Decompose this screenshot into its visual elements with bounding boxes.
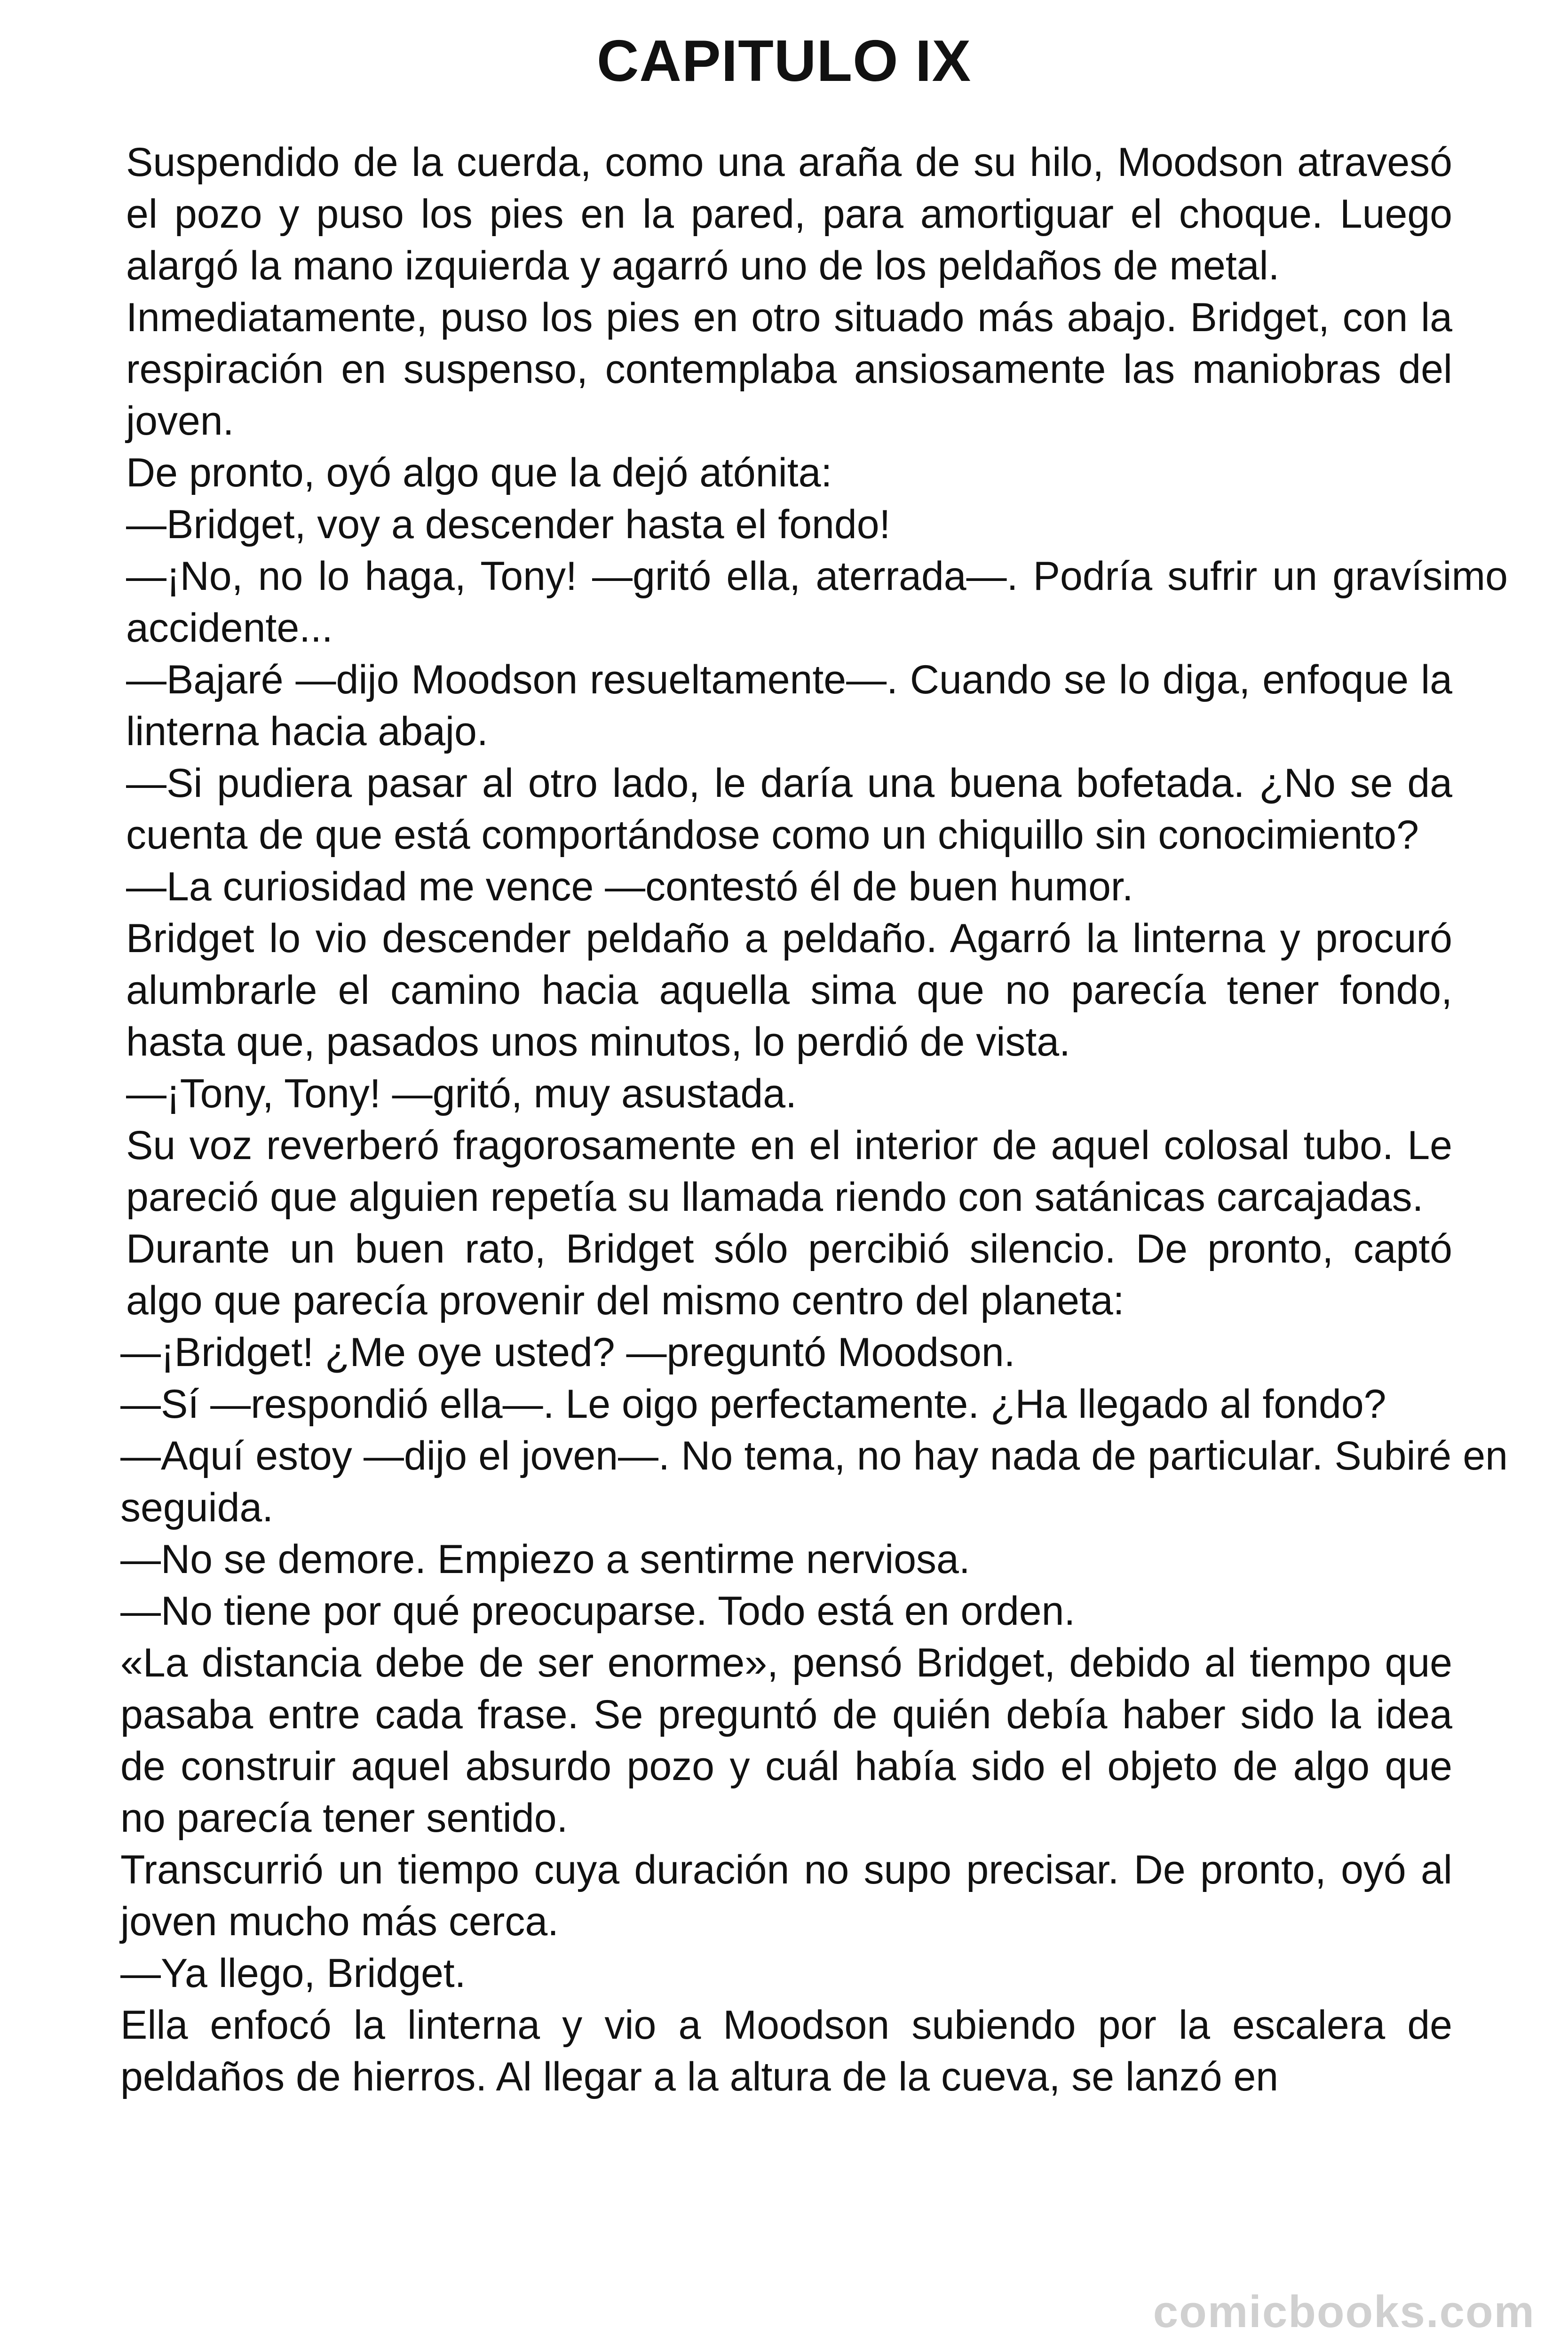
paragraph: —La curiosidad me vence —contestó él de buen humor. — [126, 864, 1133, 909]
paragraph: Transcurrió un tiempo cuya duración no supo precisar. De pronto, oyó al joven mucho más cerca. — [120, 1847, 1452, 1944]
paragraph: —¡Bridget! ¿Me oye usted? —preguntó Moodson. — [120, 1330, 1015, 1375]
chapter-body — [120, 136, 1508, 2103]
paragraph: Bridget lo vio descender peldaño a peldaño. Agarró la linterna y procuró alumbrarle el camino hacia aquella sima que no parecía tener fondo, hasta que, pasados unos minutos, lo perdió de vista. — [126, 916, 1452, 1065]
paragraph: Su voz reverberó fragorosamente en el interior de aquel colosal tubo. Le pareció que alguien repetía su llamada riendo con satánicas carcajadas. — [126, 1123, 1452, 1220]
paragraph: —Aquí estoy —dijo el joven—. No tema, no hay nada de particular. Subiré en seguida. — [120, 1433, 1508, 1530]
paragraph: —No se demore. Empiezo a sentirme nerviosa. — [120, 1537, 970, 1582]
paragraph: —Bridget, voy a descender hasta el fondo! — [126, 502, 891, 547]
paragraph: —Bajaré —dijo Moodson resueltamente—. Cuando se lo diga, enfoque la linterna hacia abajo. — [126, 657, 1452, 754]
paragraph: Durante un buen rato, Bridget sólo percibió silencio. De pronto, captó algo que parecía provenir del mismo centro del planeta: — [126, 1226, 1452, 1323]
paragraph: —¡No, no lo haga, Tony! —gritó ella, aterrada—. Podría sufrir un gravísimo accidente... — [126, 554, 1508, 651]
paragraph: Suspendido de la cuerda, como una araña de su hilo, Moodson atravesó el pozo y puso los pies en la pared, para amortiguar el choque. Luego alargó la mano izquierda y agarró uno de los peldaños de metal. — [126, 140, 1452, 288]
paragraph: —¡Tony, Tony! —gritó, muy asustada. — [126, 1071, 797, 1116]
paragraph: Inmediatamente, puso los pies en otro situado más abajo. Bridget, con la respiración en suspenso, contemplaba ansiosamente las maniobras del joven. — [126, 295, 1452, 444]
paragraph: De pronto, oyó algo que la dejó atónita: — [126, 450, 832, 495]
chapter-title: CAPITULO IX — [596, 29, 972, 94]
paragraph: —Ya llego, Bridget. — [120, 1951, 466, 1996]
paragraph: —Si pudiera pasar al otro lado, le daría una buena bofetada. ¿No se da cuenta de que está comportándose como un chiquillo sin conocimiento? — [126, 761, 1452, 858]
paragraph: —No tiene por qué preocuparse. Todo está en orden. — [120, 1589, 1076, 1634]
watermark-logo: comicbooks.com — [1153, 2287, 1535, 2337]
paragraph: —Sí —respondió ella—. Le oigo perfectamente. ¿Ha llegado al fondo? — [120, 1382, 1386, 1427]
paragraph: Ella enfocó la linterna y vio a Moodson subiendo por la escalera de peldaños de hierros. Al llegar a la altura de la cueva, se lanzó en — [120, 2002, 1452, 2099]
paragraph: «La distancia debe de ser enorme», pensó Bridget, debido al tiempo que pasaba entre cada frase. Se preguntó de quién debía haber sido la idea de construir aquel absurdo pozo y cuál había sido el objeto de algo que no parecía tener sentido. — [120, 1640, 1452, 1841]
